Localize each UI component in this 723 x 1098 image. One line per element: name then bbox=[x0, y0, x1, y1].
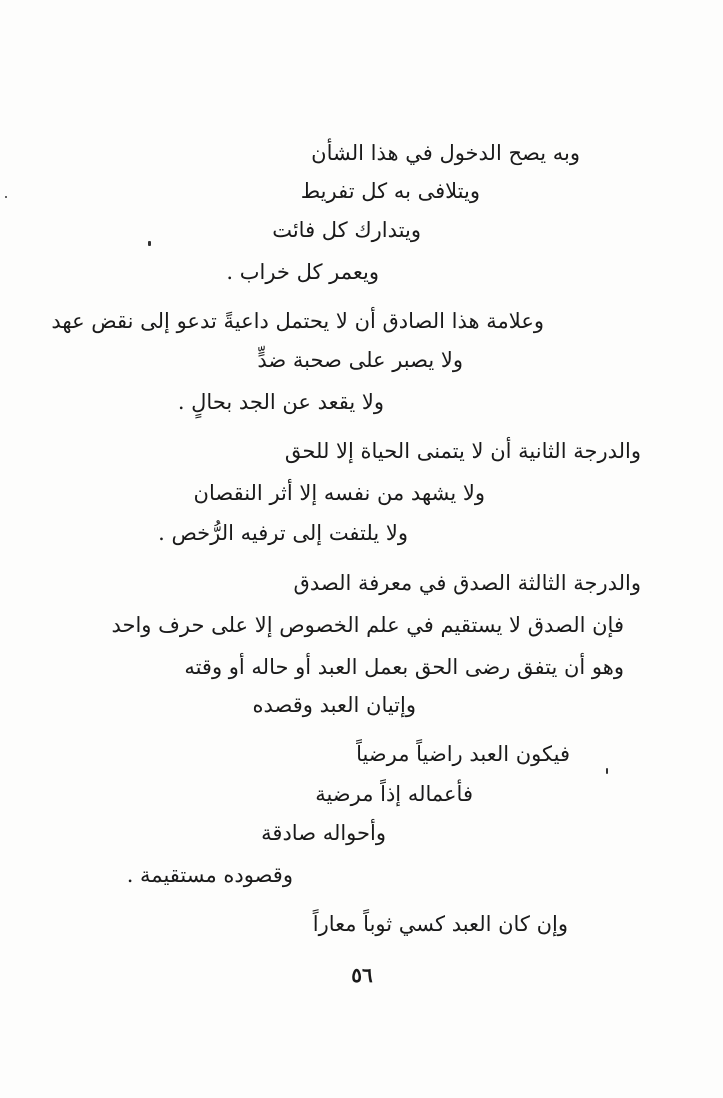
text-line-16: فأعماله إذاً مرضية bbox=[315, 782, 473, 806]
text-line-15: فيكون العبد راضياً مرضياً bbox=[356, 742, 570, 766]
text-line-7: ولا يقعد عن الجد بحالٍ . bbox=[177, 390, 384, 414]
text-line-8: والدرجة الثانية أن لا يتمنى الحياة إلا للحق bbox=[284, 439, 641, 463]
text-line-6: ولا يصبر على صحبة ضدٍّ bbox=[257, 348, 463, 372]
text-line-14: وإتيان العبد وقصده bbox=[252, 693, 416, 717]
text-line-19: وإن كان العبد كسي ثوباً معاراً bbox=[312, 912, 568, 936]
text-line-13: وهو أن يتفق رضى الحق بعمل العبد أو حاله أو وقته bbox=[184, 655, 624, 679]
text-line-17: وأحواله صادقة bbox=[261, 821, 386, 845]
text-line-11: والدرجة الثالثة الصدق في معرفة الصدق bbox=[293, 571, 641, 595]
text-line-3: ويتدارك كل فائت bbox=[272, 218, 421, 242]
text-line-2: ويتلافى به كل تفريط bbox=[300, 179, 480, 203]
text-line-12: فإن الصدق لا يستقيم في علم الخصوص إلا على حرف واحد bbox=[111, 613, 624, 637]
ink-speck bbox=[148, 241, 151, 246]
page-number: ٥٦ bbox=[351, 963, 373, 987]
text-line-5: وعلامة هذا الصادق أن لا يحتمل داعيةً تدعو إلى نقض عهد bbox=[51, 309, 544, 333]
text-line-1: وبه يصح الدخول في هذا الشأن bbox=[311, 141, 580, 165]
text-line-18: وقصوده مستقيمة . bbox=[126, 863, 293, 887]
text-line-10: ولا يلتفت إلى ترفيه الرُّخص . bbox=[158, 521, 408, 545]
ink-speck bbox=[5, 196, 7, 198]
text-line-4: ويعمر كل خراب . bbox=[226, 260, 379, 284]
ink-speck bbox=[606, 768, 608, 774]
text-line-9: ولا يشهد من نفسه إلا أثر النقصان bbox=[193, 481, 485, 505]
